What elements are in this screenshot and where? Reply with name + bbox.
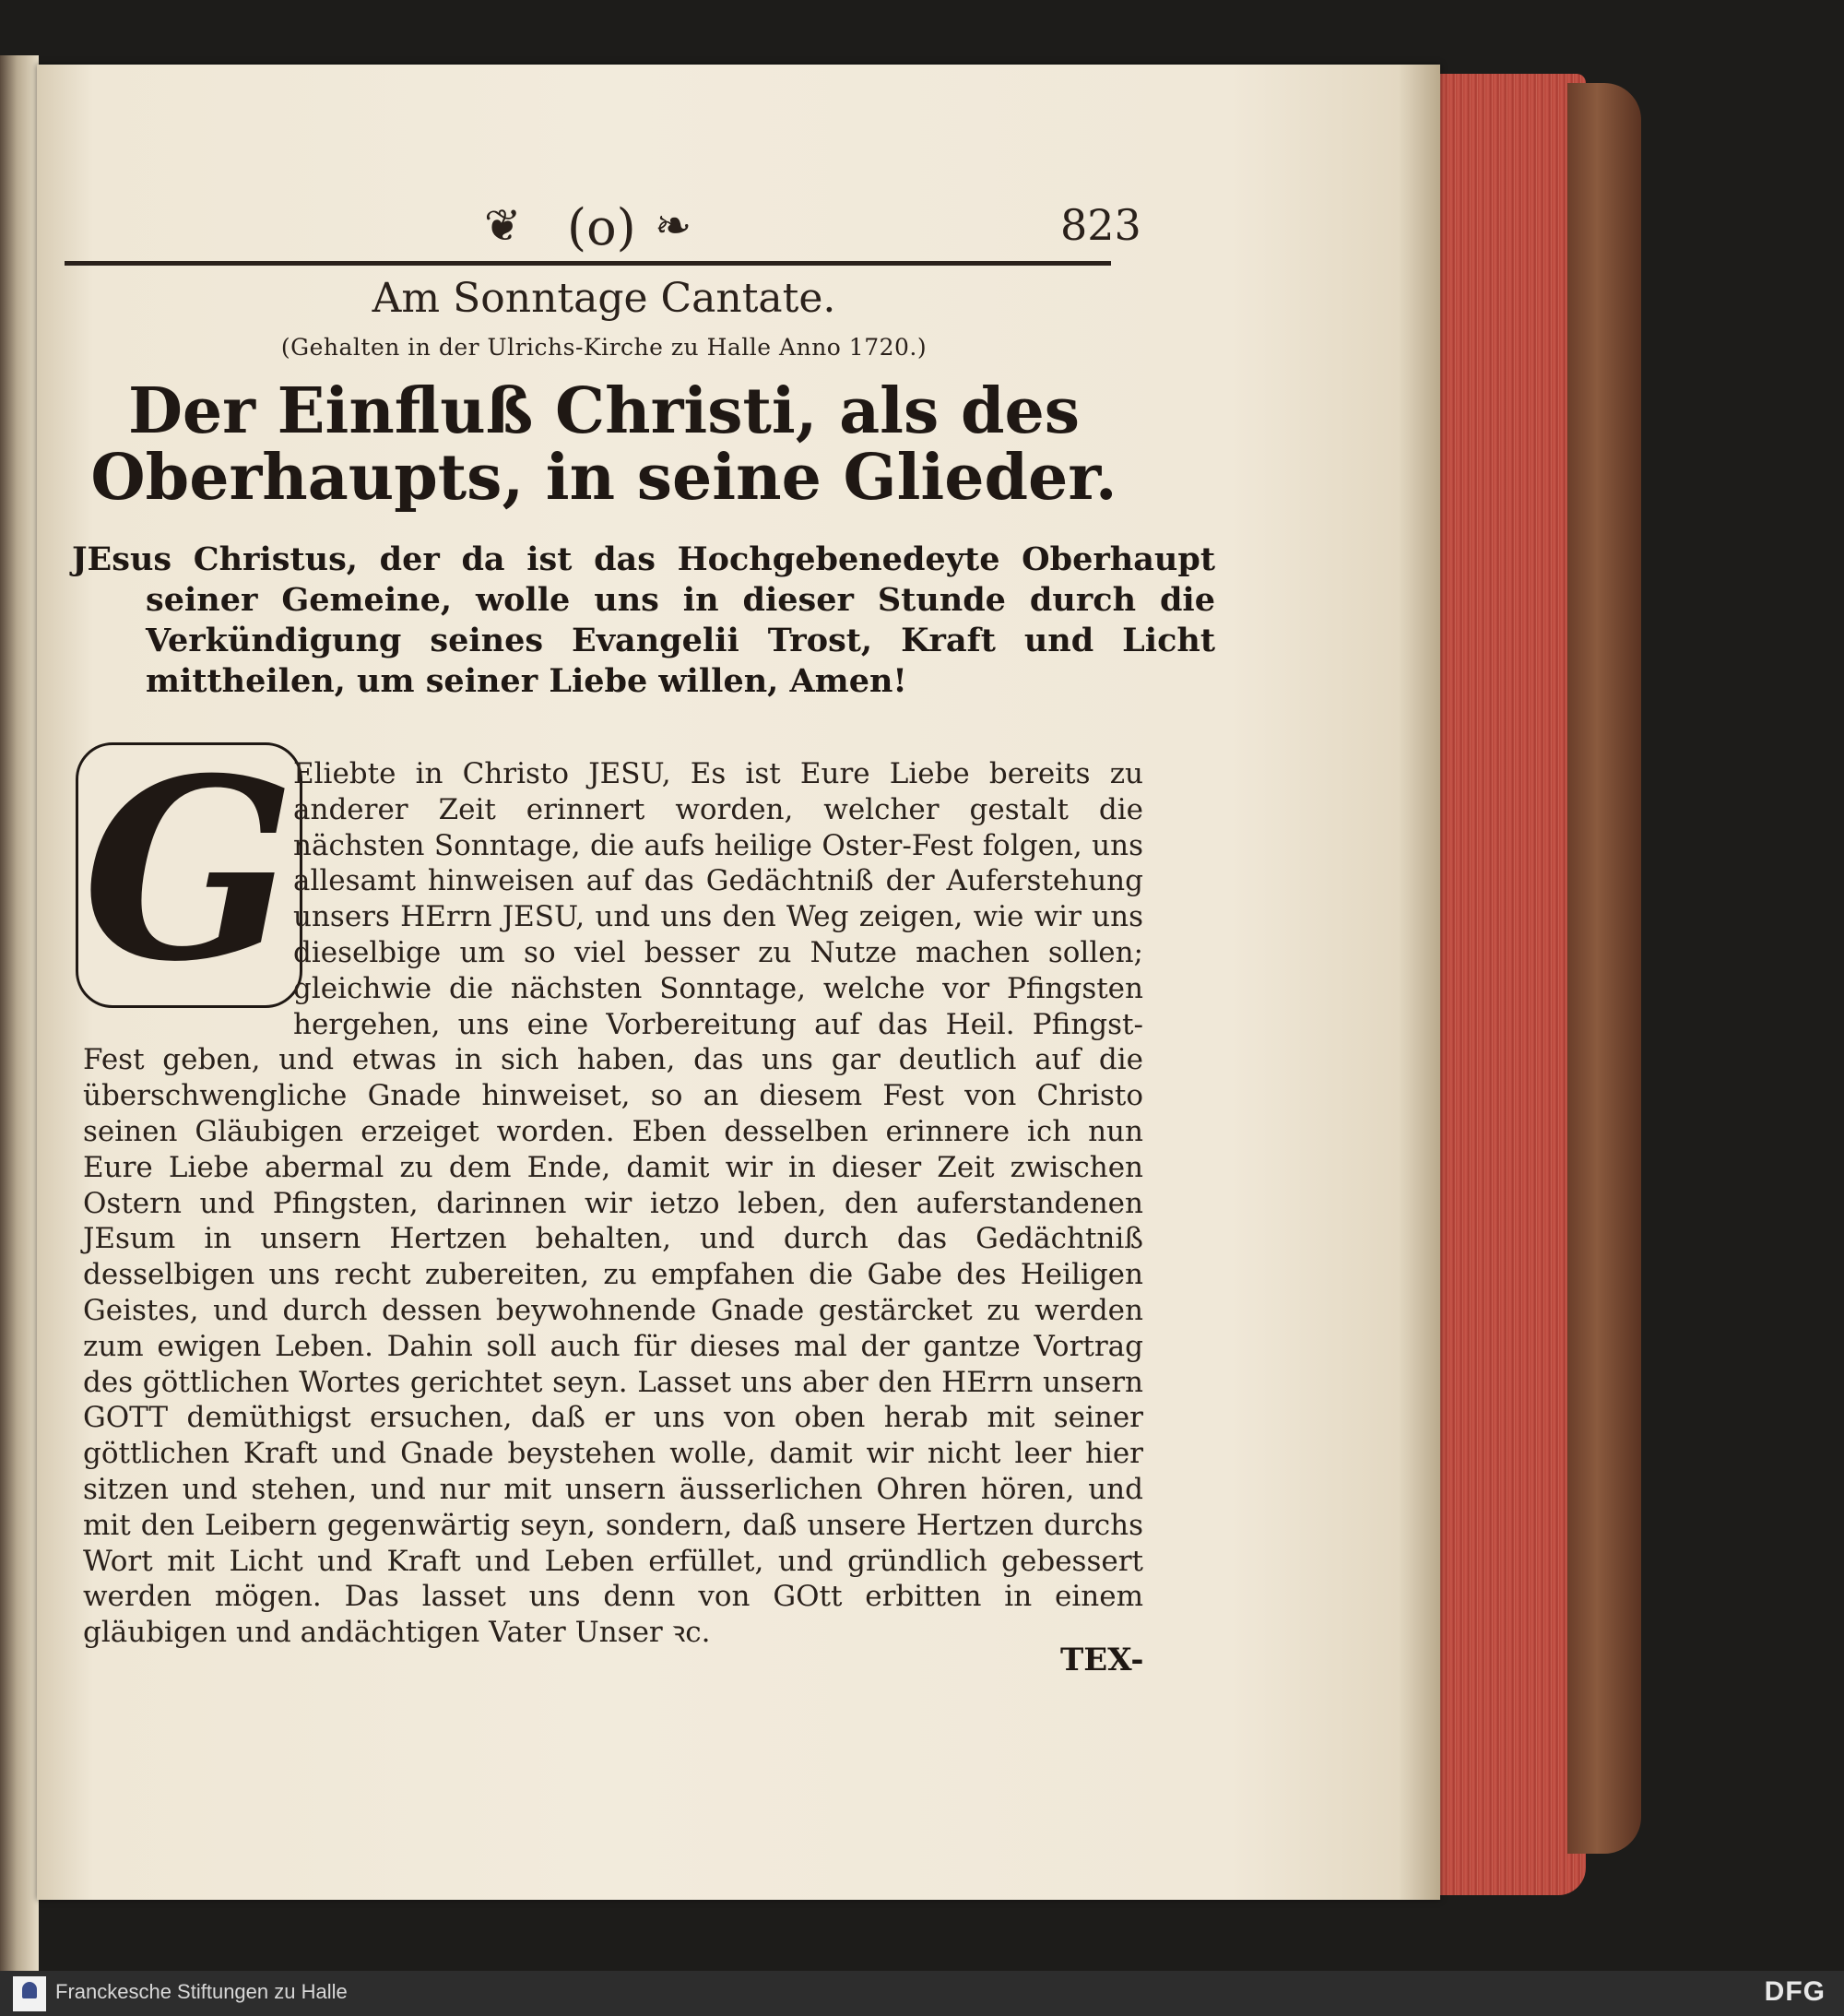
viewer-footer <box>0 1971 1844 2016</box>
catchword: TEX- <box>1060 1642 1144 1678</box>
institution-label: Franckesche Stiftungen zu Halle <box>55 1980 348 2003</box>
dfg-logo: DFG <box>1764 1976 1826 2007</box>
body-text: Eliebte in Christo JESU, Es ist Eure Liebe bereits zu anderer Zeit erinnert worden, welcher gestalt die nächsten Sonntage, die aufs heilige Oster-Fest folgen, uns allesamt hinweisen auf das Gedächtniß der Auferstehung unsers HErrn JESU, und uns den Weg zeigen, wie wir uns dieselbige um so viel besser zu Nutze machen sollen; gleichwie die nächsten Sonntage, welche vor Pfingsten hergehen, uns eine Vorbereitung auf das Heil. Pfingst-Fest geben, und etwas in sich haben, das uns gar deutlich auf die überschwengliche Gnade hinweiset, so an diesem Fest von Christo seinen Gläubigen erzeiget worden. Eben desselben erinnere ich nun Eure Liebe abermal zu dem Ende, damit wir in dieser Zeit zwischen Ostern und Pfingsten, darinnen wir ietzo leben, den auferstandenen JEsum in unsern Hertzen behalten, und durch das Gedächtniß desselbigen uns recht zubereiten, zu empfahen die Gabe des Heiligen Geistes, und durch dessen beywohnende Gnade gestärcket zu werden zum ewigen Leben. Dahin soll auch für dieses mal der gantze Vortrag des göttlichen Wortes gerichtet seyn. Lasset uns aber den HErrn unsern GOTT demüthigst ersuchen, daß er uns von oben herab mit seiner göttlichen Kraft und Gnade beystehen wolle, damit wir nicht leer hier sitzen und stehen, und nur mit unsern äusserlichen Ohren hören, und mit den Leibern gegenwärtig seyn, sondern, daß unsere Hertzen durchs Wort mit Licht und Kraft und Leben erfüllet, und gründlich gebessert werden mögen. Das lasset uns denn von GOtt erbitten in einem gläubigen und andächtigen Vater Unser ꝛc. <box>83 757 1143 1650</box>
institution-logo-icon <box>13 1976 46 2011</box>
page-number: 823 <box>1060 200 1141 250</box>
ornament-right-icon: ❧ <box>655 200 692 252</box>
ornament-left-icon: ❦ <box>484 200 522 252</box>
header-rule <box>65 261 1111 266</box>
drop-cap-space <box>83 756 293 1033</box>
running-header <box>65 189 1141 263</box>
body-paragraph <box>83 756 1143 1651</box>
sermon-title: Der Einfluß Christi, als des Oberhaupts, in seine Glieder. <box>90 374 1117 515</box>
page-block-edge <box>1434 74 1586 1895</box>
opening-prayer: JEsus Christus, der da ist das Hochgebenedeyte Oberhaupt seiner Gemeine, wolle uns in dieser Stunde durch die Verkündigung seines Evangelii Trost, Kraft und Licht mittheilen, um seiner Liebe willen, Amen! <box>72 540 1215 700</box>
header-mark: (o) <box>567 198 636 256</box>
book-cover <box>1567 83 1641 1854</box>
drop-cap-letter: G <box>82 723 296 1016</box>
occasion-heading: Am Sonntage Cantate. <box>372 275 836 322</box>
sermon-note: (Gehalten in der Ulrichs-Kirche zu Halle Anno 1720.) <box>280 334 928 361</box>
